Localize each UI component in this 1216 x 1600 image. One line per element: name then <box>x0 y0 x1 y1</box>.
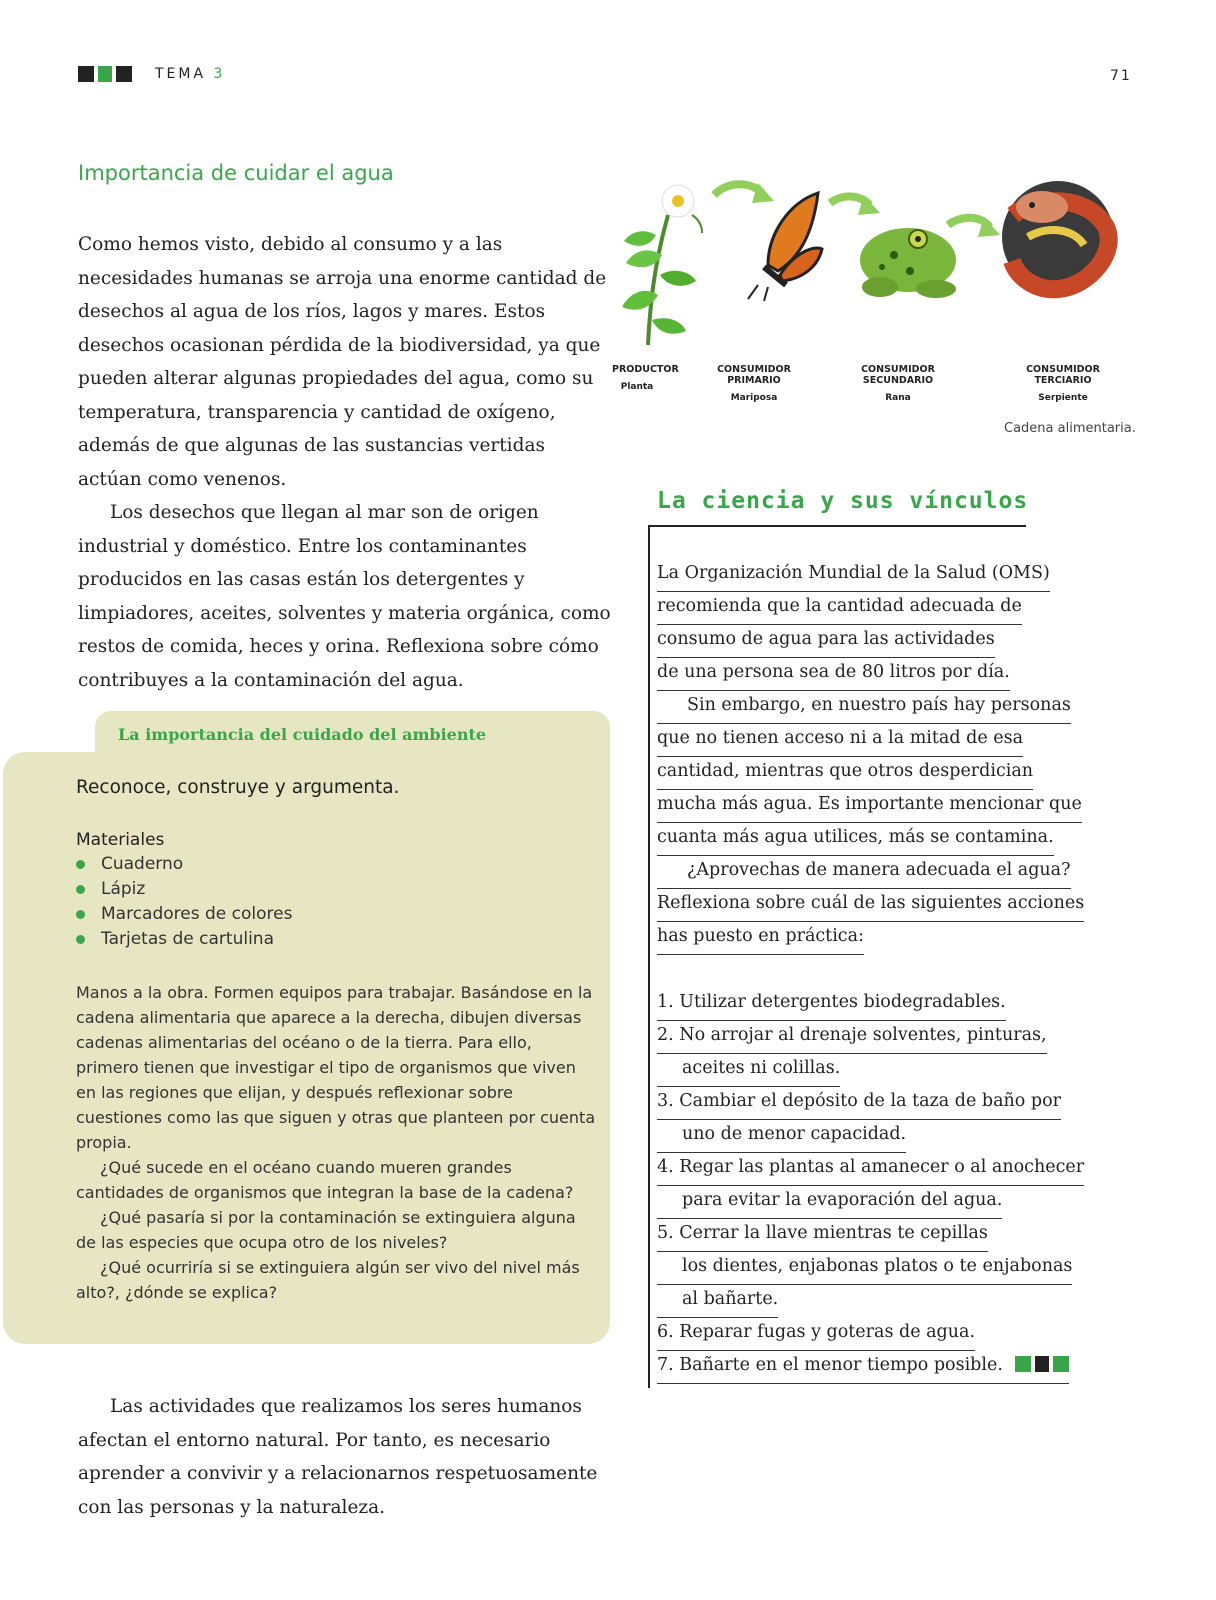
snake-icon <box>1002 181 1114 293</box>
material-label: Tarjetas de cartulina <box>101 929 274 949</box>
activity-question-3: ¿Qué ocurriría si se extinguiera algún ser vivo del nivel más alto?, ¿dónde se explica? <box>76 1258 580 1302</box>
list-item <box>76 877 292 902</box>
action-list-line: 6. Reparar fugas y goteras de agua. <box>657 1317 975 1351</box>
action-list-line: 5. Cerrar la llave mientras te cepillas <box>657 1218 988 1252</box>
ciencia-line: que no tienen acceso ni a la mitad de esa <box>657 723 1023 757</box>
food-chain-illustration <box>618 175 1148 355</box>
section-title: Importancia de cuidar el agua <box>78 161 394 185</box>
intro-paragraph-2: Los desechos que llegan al mar son de origen industrial y doméstico. Entre los contaminantes producidos en las casas están los detergentes y limpiadores, aceites, solventes y materia orgánica, como restos de comida, heces y orina. Reflexiona sobre cómo contribuyes a la contaminación del agua. <box>78 502 611 691</box>
action-list-line: los dientes, enjabonas platos o te enjabonas <box>657 1251 1072 1285</box>
intro-paragraph-1: Como hemos visto, debido al consumo y a las necesidades humanas se arroja una enorme cantidad de desechos al agua de los ríos, lagos y mares. Estos desechos ocasionan pérdida de la biodiversidad, ya que pueden alterar algunas propiedades del agua, como su temperatura, transparencia y cantidad de oxígeno, además de que algunas de las sustancias vertidas actúan como venenos. <box>78 234 607 490</box>
bullet-icon <box>76 935 85 944</box>
plant-icon <box>622 185 702 345</box>
frog-icon <box>860 228 956 298</box>
ciencia-line: cuanta más agua utilices, más se contamina. <box>657 822 1054 856</box>
material-label: Lápiz <box>101 879 146 899</box>
butterfly-icon <box>748 193 822 301</box>
activity-tab-title: La importancia del cuidado del ambiente <box>118 725 487 744</box>
materials-title: Materiales <box>76 830 165 850</box>
theme-color-blocks <box>78 66 132 82</box>
ciencia-line: cantidad, mientras que otros desperdician <box>657 756 1033 790</box>
food-chain-labels <box>612 364 1152 403</box>
ciencia-line: de una persona sea de 80 litros por día. <box>657 657 1010 691</box>
chain-level-title: CONSUMIDOR PRIMARIO <box>717 364 791 386</box>
chain-level-title: CONSUMIDOR SECUNDARIO <box>861 364 935 386</box>
ciencia-line: consumo de agua para las actividades <box>657 624 995 658</box>
ciencia-line: Reflexiona sobre cuál de las siguientes acciones <box>657 888 1084 922</box>
ciencia-line: mucha más agua. Es importante mencionar que <box>657 789 1082 823</box>
intro-text <box>78 228 613 697</box>
ciencia-line: recomienda que la cantidad adecuada de <box>657 591 1022 625</box>
closing-paragraph: Las actividades que realizamos los seres humanos afectan el entorno natural. Por tanto, es necesario aprender a convivir y a relacionarnos respetuosamente con las personas y la naturaleza. <box>78 1396 598 1518</box>
ciencia-line: has puesto en práctica: <box>657 921 864 955</box>
chain-level-producer <box>612 364 679 392</box>
action-list-line: 4. Regar las plantas al amanecer o al anochecer <box>657 1152 1084 1186</box>
chain-level-secondary <box>830 364 966 403</box>
activity-question-1: ¿Qué sucede en el océano cuando mueren grandes cantidades de organismos que integran la base de la cadena? <box>76 1158 574 1202</box>
material-label: Cuaderno <box>101 854 184 874</box>
bullet-icon <box>76 860 85 869</box>
arrow-icon <box>714 184 762 195</box>
chain-level-tertiary <box>998 364 1128 403</box>
action-list-line: uno de menor capacidad. <box>657 1119 906 1153</box>
chain-level-title: CONSUMIDOR TERCIARIO <box>1026 364 1100 386</box>
action-list-line: para evitar la evaporación del agua. <box>657 1185 1002 1219</box>
list-item <box>76 902 292 927</box>
theme-number: 3 <box>213 66 226 82</box>
end-mark-icon <box>1015 1356 1069 1372</box>
action-list-line: aceites ni colillas. <box>657 1053 840 1087</box>
closing-text <box>78 1390 613 1524</box>
bullet-icon <box>76 885 85 894</box>
action-list-last <box>657 1350 1069 1384</box>
ciencia-left-rule <box>648 525 650 1388</box>
list-item <box>76 927 292 952</box>
chain-level-organism: Planta <box>620 382 654 392</box>
figure-caption: Cadena alimentaria. <box>1004 421 1136 436</box>
chain-level-organism: Serpiente <box>1038 393 1088 403</box>
materials-list <box>76 852 292 952</box>
action-list-line: al bañarte. <box>657 1284 778 1318</box>
action-list-line: 3. Cambiar el depósito de la taza de baño por <box>657 1086 1061 1120</box>
activity-heading: Reconoce, construye y argumenta. <box>76 777 400 798</box>
theme-label-text: TEMA <box>155 66 207 82</box>
activity-paragraph: Manos a la obra. Formen equipos para trabajar. Basándose en la cadena alimentaria que aparece a la derecha, dibujen diversas cadenas alimentarias del océano o de la tierra. Para ello, primero tienen que investigar el tipo de organismos que viven en las regiones que elijan, y después reflexionar sobre cuestiones como las que siguen y otras que planteen por cuenta propia. <box>76 983 596 1152</box>
activity-question-2: ¿Qué pasaría si por la contaminación se extinguiera alguna de las especies que ocupa otro de los niveles? <box>76 1208 576 1252</box>
ciencia-title: La ciencia y sus vínculos <box>657 488 1029 514</box>
ciencia-line: ¿Aprovechas de manera adecuada el agua? <box>657 855 1071 889</box>
page-number: 71 <box>1110 68 1132 84</box>
chain-level-organism: Mariposa <box>730 393 778 403</box>
action-list-line: 1. Utilizar detergentes biodegradables. <box>657 987 1006 1021</box>
action-list-line: 7. Bañarte en el menor tiempo posible. <box>657 1355 1003 1375</box>
chain-level-title: PRODUCTOR <box>612 364 679 375</box>
activity-text <box>76 980 596 1305</box>
theme-label <box>155 66 225 82</box>
ciencia-line: Sin embargo, en nuestro país hay personas <box>657 690 1071 724</box>
chain-level-organism: Rana <box>885 393 911 403</box>
bullet-icon <box>76 910 85 919</box>
list-item <box>76 852 292 877</box>
ciencia-top-rule <box>648 525 1026 527</box>
material-label: Marcadores de colores <box>101 904 293 924</box>
chain-level-primary <box>692 364 816 403</box>
ciencia-line: La Organización Mundial de la Salud (OMS) <box>657 558 1050 592</box>
action-list-line: 2. No arrojar al drenaje solventes, pinturas, <box>657 1020 1047 1054</box>
